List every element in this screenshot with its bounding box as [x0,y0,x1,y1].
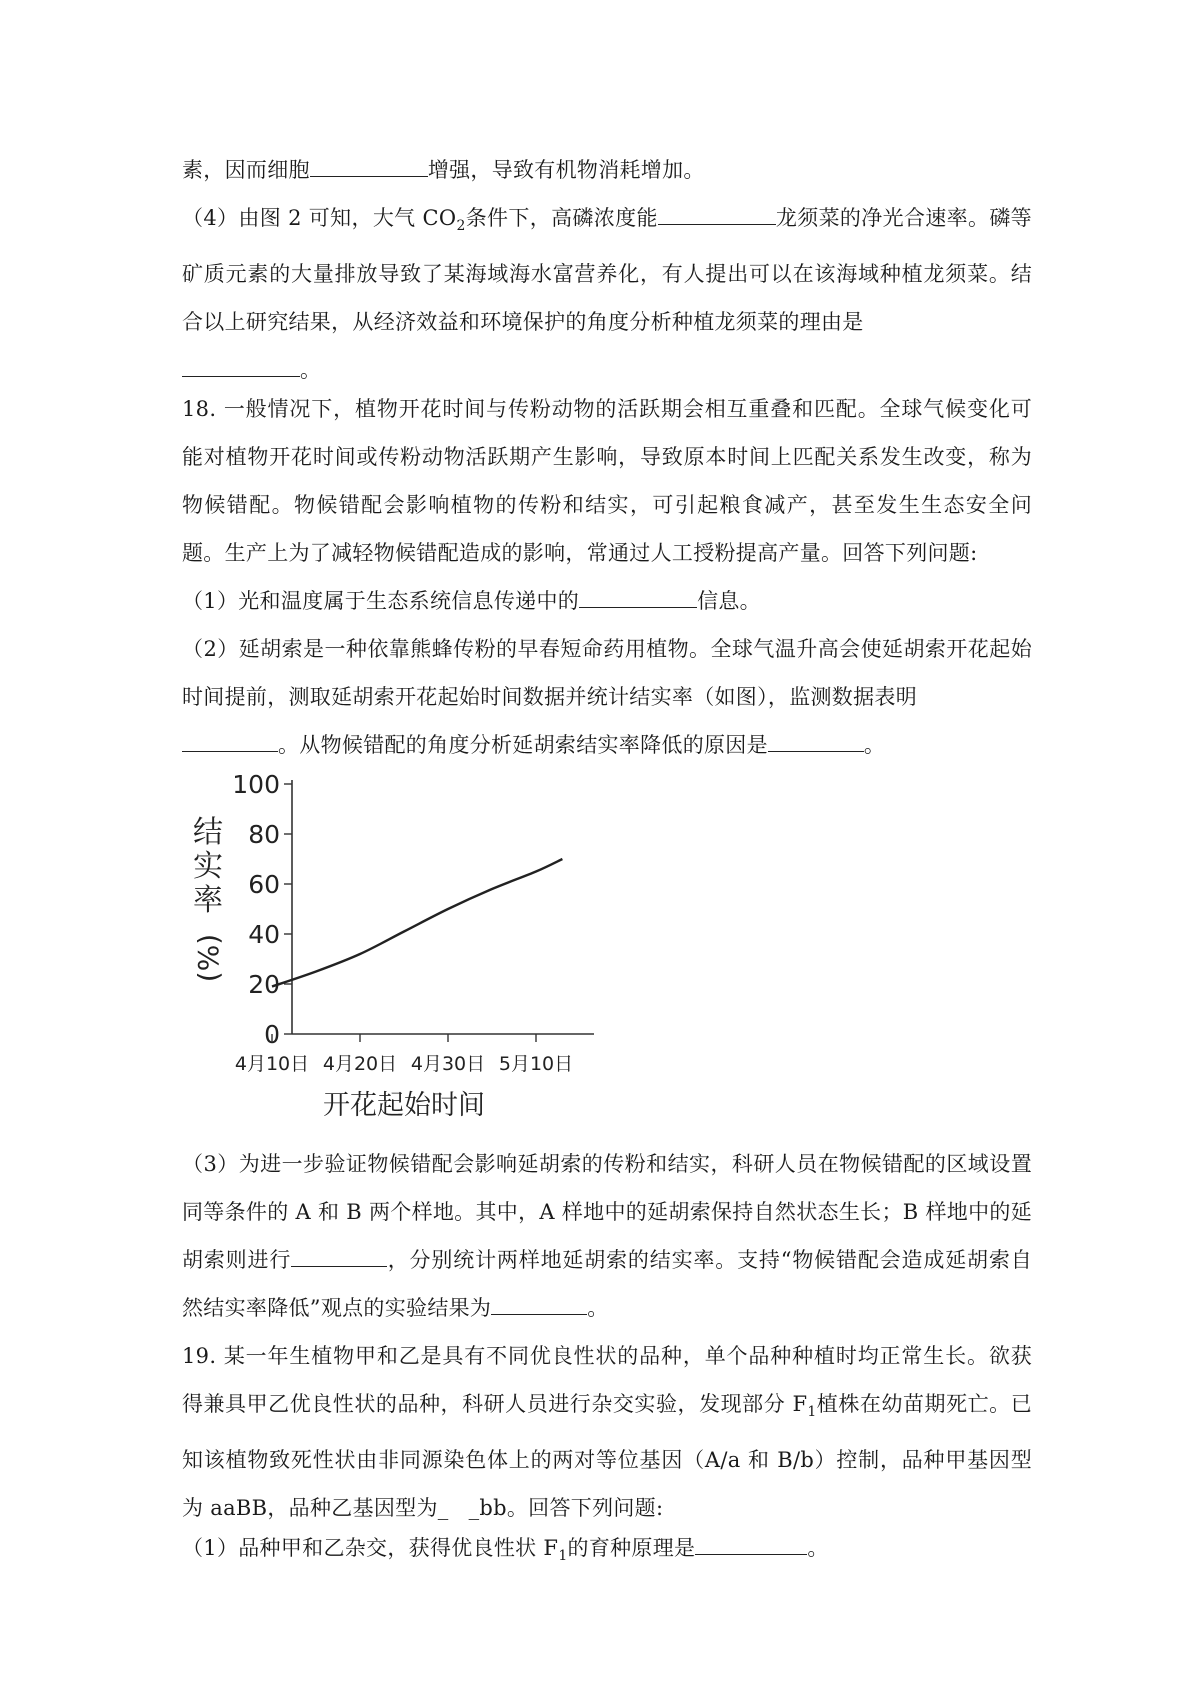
text-segment: 。 [863,733,886,757]
answer-blank[interactable] [695,1532,807,1555]
subscript: 2 [456,218,466,235]
question-18-part-3 [182,1140,1032,1332]
x-tick-label: 4月20日 [322,1053,398,1075]
text-segment: 信息。 [697,589,761,613]
subscript: 1 [807,1404,817,1421]
text-segment: （4）由图 2 可知，大气 CO [182,206,457,230]
fruiting-rate-chart [186,770,606,1130]
text-segment: 。 [300,358,322,383]
text-segment: 增强，导致有机物消耗增加。 [427,158,705,182]
text-segment: （2）延胡索是一种依靠熊蜂传粉的早春短命药用植物。全球气温升高会使延胡索开花起始时间提前，测取延胡索开花起始时间数据并统计结实率（如图），监测数据表明 [182,637,1032,709]
answer-blank[interactable] [579,585,697,608]
x-tick-label: 4月30日 [410,1053,486,1075]
question-17-part-4 [182,194,1032,394]
x-tick-label: 4月10日 [234,1053,310,1075]
y-axis-unit: (%) [192,933,225,983]
fruiting-rate-line [272,859,562,987]
y-axis-ticks [232,770,292,1049]
question-19-part-1 [182,1524,1032,1580]
answer-blank[interactable] [768,729,864,752]
paragraph-continuation [182,146,1032,194]
text-segment: 素，因而细胞 [182,158,310,182]
answer-blank[interactable] [658,202,776,225]
subscript: 1 [558,1548,568,1565]
y-tick-label: 20 [248,970,280,999]
text-segment: _bb。回答下列问题: [468,1496,664,1521]
question-19-stem [182,1332,1032,1532]
question-18-stem [182,385,1032,577]
x-axis-ticks [235,1034,573,1075]
x-tick-label: 5月10日 [498,1053,574,1075]
text-segment: ，分别统计两样地延胡索的结实率。支持“物候错配会造成延胡索自然结实率降低”观点的实验结果为 [182,1248,1033,1320]
answer-blank[interactable] [291,1244,387,1267]
text-segment: 18. 一般情况下，植物开花时间与传粉动物的活跃期会相互重叠和匹配。全球气候变化可能对植物开花时间或传粉动物活跃期产生影响，导致原本时间上匹配关系发生改变，称为物候错配。物候错配会影响植物的传粉和结实，可引起粮食减产，甚至发生生态安全问题。生产上为了减轻物候错配造成的影响，常通过人工授粉提高产量。回答下列问题: [182,397,1032,565]
text-segment: 条件下，高磷浓度能 [465,206,658,230]
text-segment: 植株在幼苗期死亡。已知该植物致死性状由非同源染色体上的两对等位基因（A/a 和 B/b）控制，品种甲基因型为 aaBB，品种乙基因型为_ [182,1392,1033,1521]
text-segment: 的育种原理是 [567,1536,696,1560]
answer-blank[interactable] [491,1292,587,1315]
text-segment: （3）为进一步验证物候错配会影响延胡索的传粉和结实，科研人员在物候错配的区域设置同等条件的 A 和 B 两个样地。其中，A 样地中的延胡索保持自然状态生长；B 样地中的延胡索则进行 [182,1152,1032,1272]
y-axis-label [192,815,225,982]
y-tick-label: 60 [248,870,280,899]
answer-blank[interactable] [310,154,428,177]
y-tick-label: 0 [264,1020,280,1049]
text-segment: 19. 某一年生植物甲和乙是具有不同优良性状的品种，单个品种种植时均正常生长。欲获得兼具甲乙优良性状的品种，科研人员进行杂交实验，发现部分 F [182,1344,1032,1416]
text-segment: （1）品种甲和乙杂交，获得优良性状 F [182,1536,559,1560]
y-tick-label: 80 [248,820,280,849]
question-18-part-2 [182,625,1032,769]
text-segment: 。 [807,1536,829,1560]
y-tick-label: 40 [248,920,280,949]
x-axis-label: 开花起始时间 [323,1090,485,1121]
answer-blank[interactable] [182,729,278,752]
answer-blank[interactable] [182,354,300,377]
text-segment: 龙须菜的净光合速率。磷等矿质元素的大量排放导致了某海域海水富营养化，有人提出可以在该海域种植龙须菜。结合以上研究结果，从经济效益和环境保护的角度分析种植龙须菜的理由是 [182,206,1032,335]
y-axis-label-text: 结实率 [193,815,223,918]
text-segment: 。 [587,1296,609,1320]
text-segment: （1）光和温度属于生态系统信息传递中的 [182,589,580,613]
y-tick-label: 100 [232,770,280,799]
question-18-part-1 [182,577,1032,625]
text-segment: 。从物候错配的角度分析延胡索结实率降低的原因是 [278,733,768,757]
